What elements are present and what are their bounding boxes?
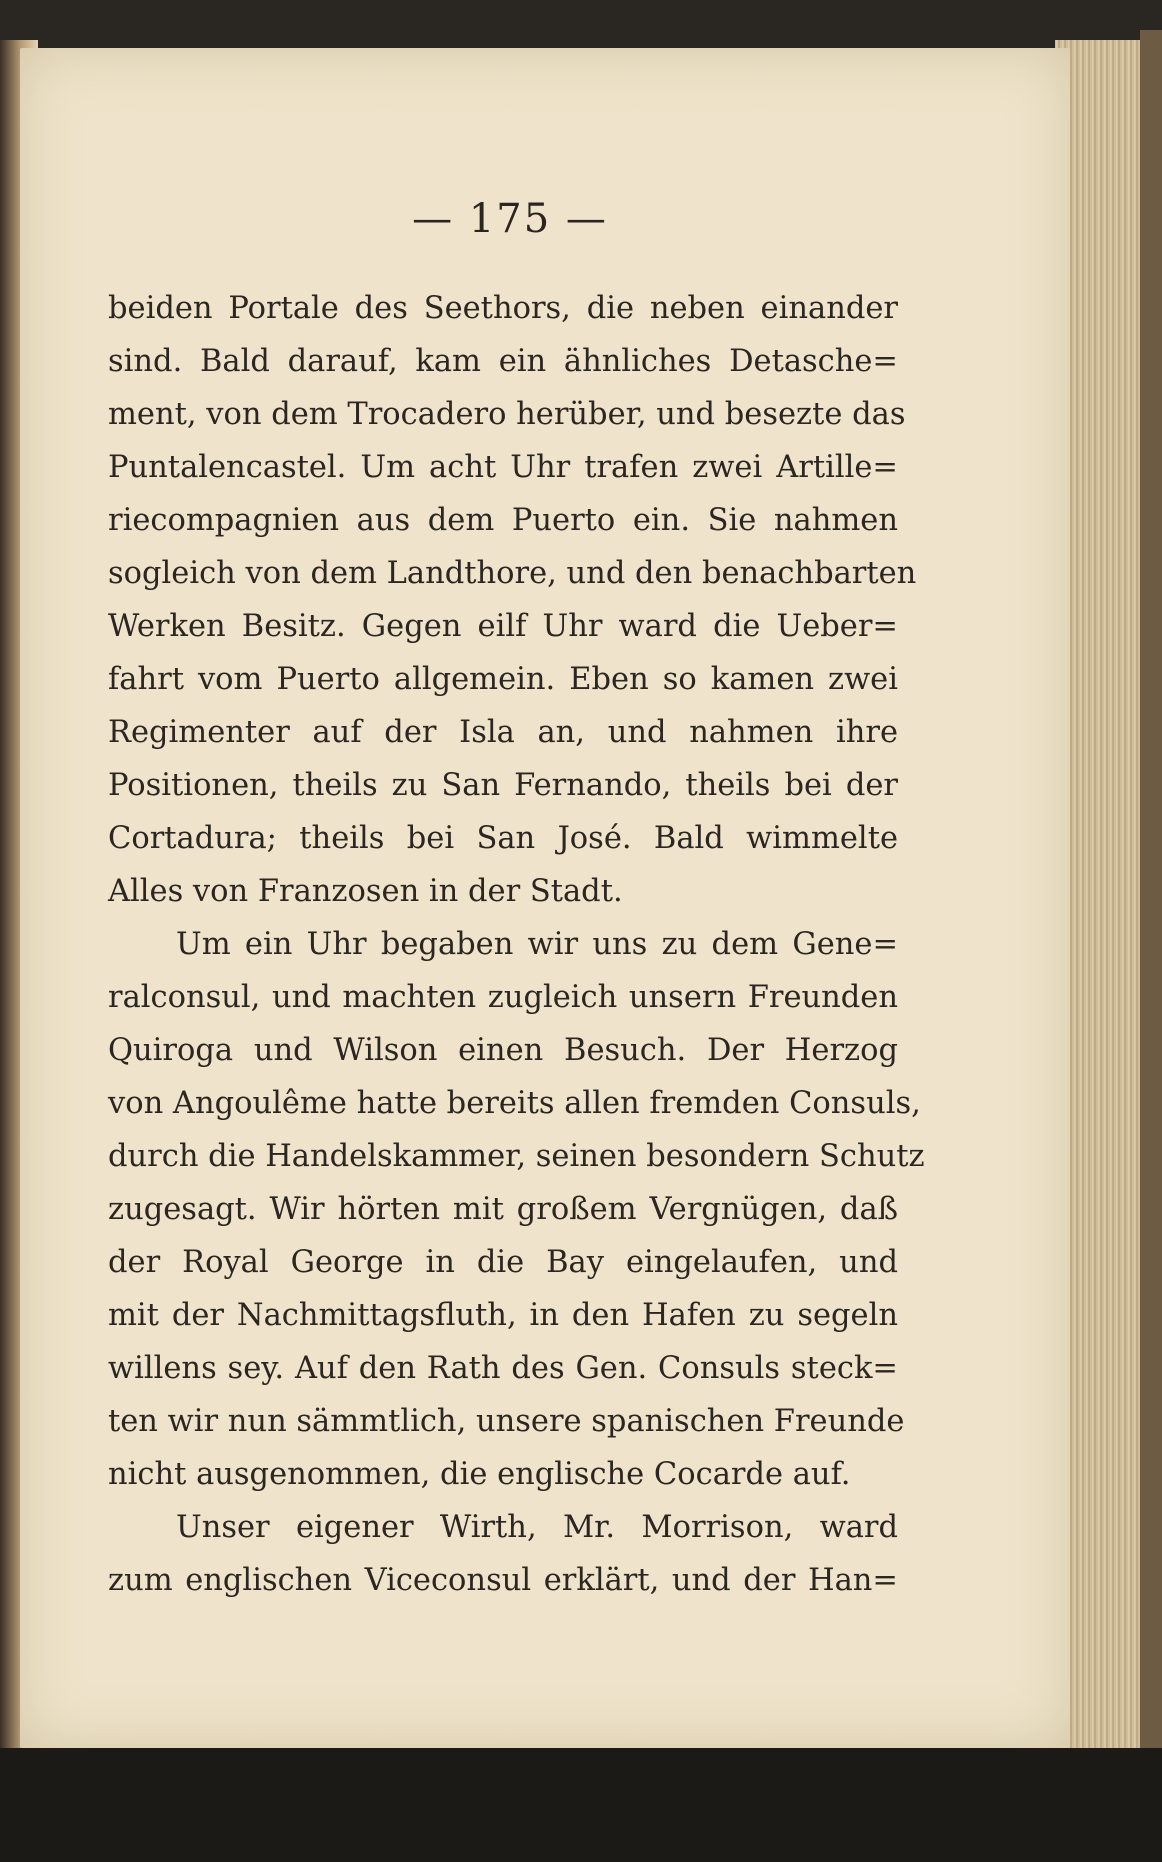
- text-line: der Royal George in die Bay eingelaufen, und: [108, 1245, 898, 1280]
- text-line: ten wir nun sämmtlich, unsere spanischen Freunde: [108, 1404, 905, 1439]
- text-line: von Angoulême hatte bereits allen fremden Consuls,: [108, 1086, 921, 1121]
- text-line: ment, von dem Trocadero herüber, und besezte das: [108, 397, 906, 432]
- text-line: fahrt vom Puerto allgemein. Eben so kamen zwei: [108, 662, 898, 697]
- text-line: riecompagnien aus dem Puerto ein. Sie nahmen: [108, 503, 898, 538]
- page-text: [108, 282, 925, 1607]
- text-line: Cortadura; theils bei San José. Bald wimmelte: [108, 821, 898, 856]
- text-line: Unser eigener Wirth, Mr. Morrison, ward: [176, 1510, 898, 1545]
- text-line: Alles von Franzosen in der Stadt.: [108, 874, 623, 909]
- text-line: Puntalencastel. Um acht Uhr trafen zwei Artille=: [108, 450, 898, 485]
- scan-background: [0, 1748, 1162, 1862]
- text-line: Positionen, theils zu San Fernando, theils bei der: [108, 768, 898, 803]
- text-line: sogleich von dem Landthore, und den benachbarten: [108, 556, 917, 591]
- text-line: beiden Portale des Seethors, die neben einander: [108, 291, 898, 326]
- text-line: willens sey. Auf den Rath des Gen. Consuls steck=: [108, 1351, 898, 1386]
- text-line: zum englischen Viceconsul erklärt, und der Han=: [108, 1563, 898, 1598]
- page-number: — 175 —: [412, 196, 608, 242]
- text-line: Werken Besitz. Gegen eilf Uhr ward die Ueber=: [108, 609, 898, 644]
- text-line: Regimenter auf der Isla an, und nahmen ihre: [108, 715, 898, 750]
- text-line: mit der Nachmittagsfluth, in den Hafen zu segeln: [108, 1298, 898, 1333]
- text-line: zugesagt. Wir hörten mit großem Vergnügen, daß: [108, 1192, 898, 1227]
- text-line: sind. Bald darauf, kam ein ähnliches Detasche=: [108, 344, 898, 379]
- text-line: Quiroga und Wilson einen Besuch. Der Herzog: [108, 1033, 898, 1068]
- book-cover-edge: [1140, 30, 1162, 1780]
- text-line: nicht ausgenommen, die englische Cocarde auf.: [108, 1457, 851, 1492]
- text-line: ralconsul, und machten zugleich unsern Freunden: [108, 980, 898, 1015]
- text-line: Um ein Uhr begaben wir uns zu dem Gene=: [176, 927, 898, 962]
- text-line: durch die Handelskammer, seinen besondern Schutz: [108, 1139, 925, 1174]
